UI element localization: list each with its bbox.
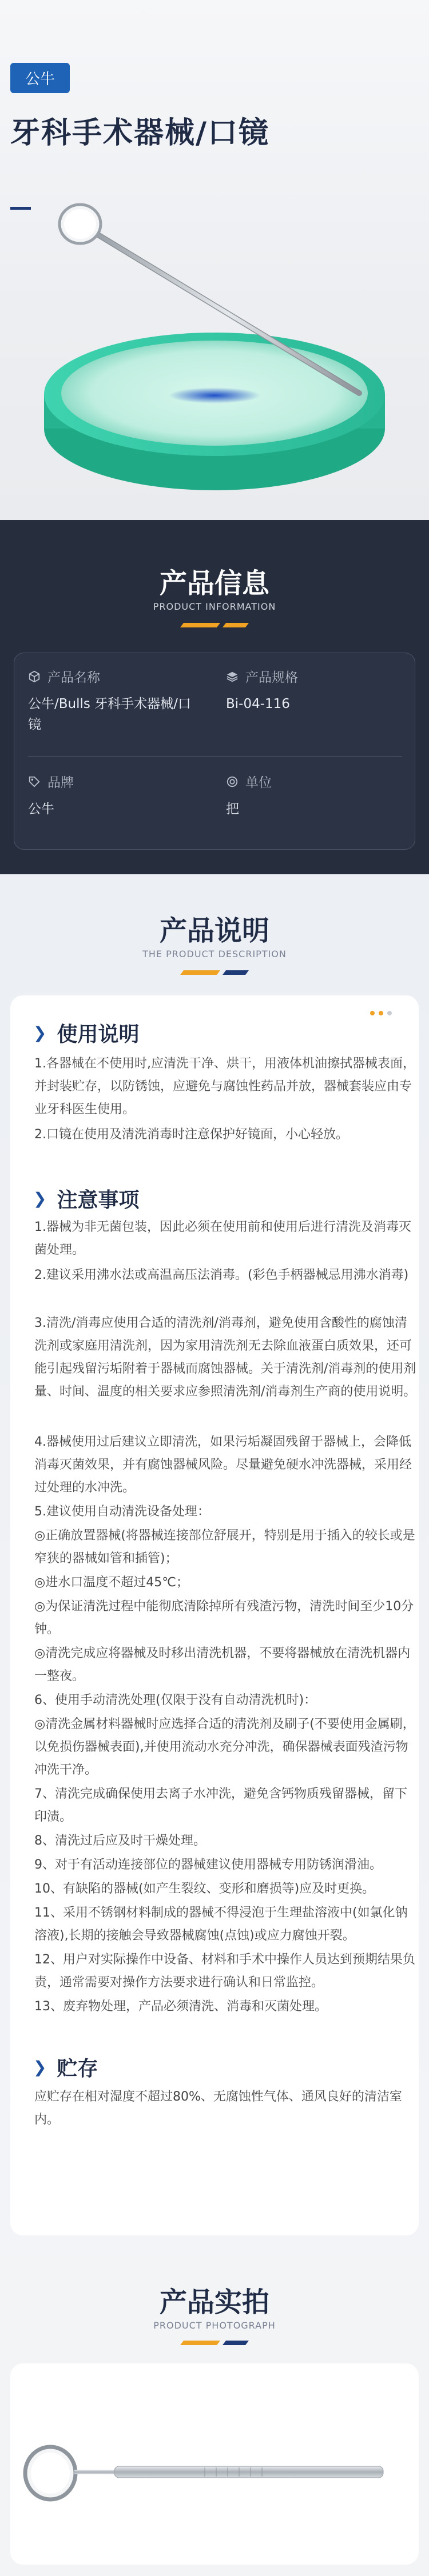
brand-tag: 公牛 <box>10 63 70 93</box>
usage-paragraph-1: 1.各器械在不使用时,应清洗干净、烘干，用液体机油擦拭器械表面，并封装贮存，以防锈蚀，应避免与腐蚀性药品并放，器械套装应由专业牙科医生使用。 <box>34 1057 415 1117</box>
info-label: 产品规格 <box>245 670 298 685</box>
info-product-name <box>28 667 200 735</box>
cube-icon <box>28 670 41 683</box>
info-label: 产品名称 <box>47 670 100 685</box>
section-title: 产品信息 <box>159 567 269 599</box>
info-brand <box>28 772 200 819</box>
note-item: 8、清洗过后应及时干燥处理。 <box>34 1834 206 1848</box>
note-item: 12、用户对实际操作中设备、材料和手术中操作人员达到预期结果负责，通常需要对操作方法要求进行确认和日常监控。 <box>34 1953 415 1990</box>
info-label: 单位 <box>245 775 272 790</box>
note-item: 11、采用不锈钢材料制成的器械不得浸泡于生理盐溶液中(如氯化钠溶液),长期的接触会导致器械腐蚀(点蚀)或应力腐蚀开裂。 <box>34 1906 408 1943</box>
product-photo-section <box>0 2257 429 2576</box>
title-underline <box>10 207 31 210</box>
product-info-section <box>0 520 429 874</box>
note-item: ◎进水口温度不超过45℃； <box>34 1575 189 1590</box>
note-item: 2.建议采用沸水法或高温高压法消毒。(彩色手柄器械忌用沸水消毒) <box>34 1268 409 1282</box>
info-value: 公牛/Bulls 牙科手术器械/口镜 <box>28 697 191 732</box>
photo-panel <box>10 2363 419 2565</box>
decor-dots-icon <box>370 1010 396 1016</box>
layers-icon <box>226 670 239 683</box>
section-subtitle: THE PRODUCT DESCRIPTION <box>142 949 287 959</box>
section-title: 产品实拍 <box>159 2286 269 2318</box>
note-item: ◎清洗完成应将器械及时移出清洗机器，不要将器械放在清洗机器内一整夜。 <box>34 1646 411 1683</box>
platform-shadow <box>169 387 260 403</box>
section-title: 产品说明 <box>159 915 269 947</box>
info-unit <box>226 772 398 819</box>
section-divider <box>180 623 249 627</box>
note-item: ◎正确放置器械(将器械连接部位舒展开，特别是用于插入的较长或是窄狭的器械如管和插管)； <box>34 1529 415 1566</box>
section-divider <box>180 970 249 975</box>
product-description-section <box>0 874 429 2257</box>
chevron-right-icon: ❯ <box>33 2058 47 2077</box>
note-item: 9、对于有活动连接部位的器械建议使用器械专用防锈润滑油。 <box>34 1858 382 1872</box>
tag-icon <box>28 775 41 788</box>
note-item: 4.器械使用过后建议立即清洗，如果污垢凝固残留于器械上，会降低消毒灭菌效果，并有腐蚀器械风险。尽量避免硬水冲洗器械，采用经过处理的水冲洗。 <box>34 1435 412 1495</box>
chevron-right-icon: ❯ <box>33 1189 47 1208</box>
info-divider <box>28 756 402 757</box>
storage-heading <box>33 2053 98 2082</box>
info-label: 品牌 <box>47 775 74 790</box>
note-item: 10、有缺陷的器械(如产生裂纹、变形和磨损等)应及时更换。 <box>34 1882 375 1896</box>
section-subtitle: PRODUCT INFORMATION <box>153 601 276 612</box>
note-item: ◎清洗金属材料器械时应选择合适的清洗剂及刷子(不要使用金属刷，以免损伤器械表面),并使用流动水充分冲洗，确保器械表面残渣污物冲洗干净。 <box>34 1717 415 1777</box>
target-icon <box>226 775 239 788</box>
notes-heading <box>33 1184 139 1213</box>
section-divider <box>180 2341 249 2345</box>
note-item: 5.建议使用自动清洗设备处理： <box>34 1505 210 1519</box>
info-value: 把 <box>226 802 239 817</box>
note-item: 13、废弃物处理，产品必须清洗、消毒和灭菌处理。 <box>34 1999 327 2014</box>
note-item: 7、清洗完成确保使用去离子水冲洗，避免含钙物质残留器械，留下印渍。 <box>34 1787 407 1824</box>
mouth-mirror-photo <box>10 2363 419 2565</box>
product-title: 牙科手术器械/口镜 <box>10 116 269 150</box>
note-item: 3.清洗/消毒应使用合适的清洗剂/消毒剂，避免使用含酸性的腐蚀清洗剂或家庭用清洗剂，因为家用清洗剂无去除血液蛋白质效果，还可能引起残留污垢附着于器械而腐蚀器械。关于清洗剂/消毒剂的使用剂量、时间、温度的相关要求应参照清洗剂/消毒剂生产商的使用说明。 <box>34 1316 416 1399</box>
info-spec <box>226 667 398 714</box>
description-panel <box>10 995 419 2235</box>
info-value: Bi-04-116 <box>226 697 290 711</box>
chevron-right-icon: ❯ <box>33 1023 47 1042</box>
heading-text: 使用说明 <box>57 1023 140 1046</box>
heading-text: 注意事项 <box>57 1189 140 1212</box>
note-item: 1.器械为非无菌包装，因此必须在使用前和使用后进行清洗及消毒灭菌处理。 <box>34 1220 411 1257</box>
note-item: 6、使用手动清洗处理(仅限于没有自动清洗机时)： <box>34 1693 317 1707</box>
usage-heading <box>33 1018 139 1047</box>
note-item: ◎为保证清洗过程中能彻底清除掉所有残渣污物，清洗时间至少10分钟。 <box>34 1599 414 1637</box>
info-value: 公牛 <box>28 802 54 817</box>
hero-banner <box>0 0 429 520</box>
storage-paragraph: 应贮存在相对湿度不超过80%、无腐蚀性气体、通风良好的清洁室内。 <box>34 2090 402 2127</box>
usage-paragraph-2: 2.口镜在使用及清洗消毒时注意保护好镜面，小心轻放。 <box>34 1127 348 1142</box>
section-subtitle: PRODUCT PHOTOGRAPH <box>153 2320 276 2331</box>
heading-text: 贮存 <box>57 2057 98 2081</box>
info-card <box>14 653 415 850</box>
